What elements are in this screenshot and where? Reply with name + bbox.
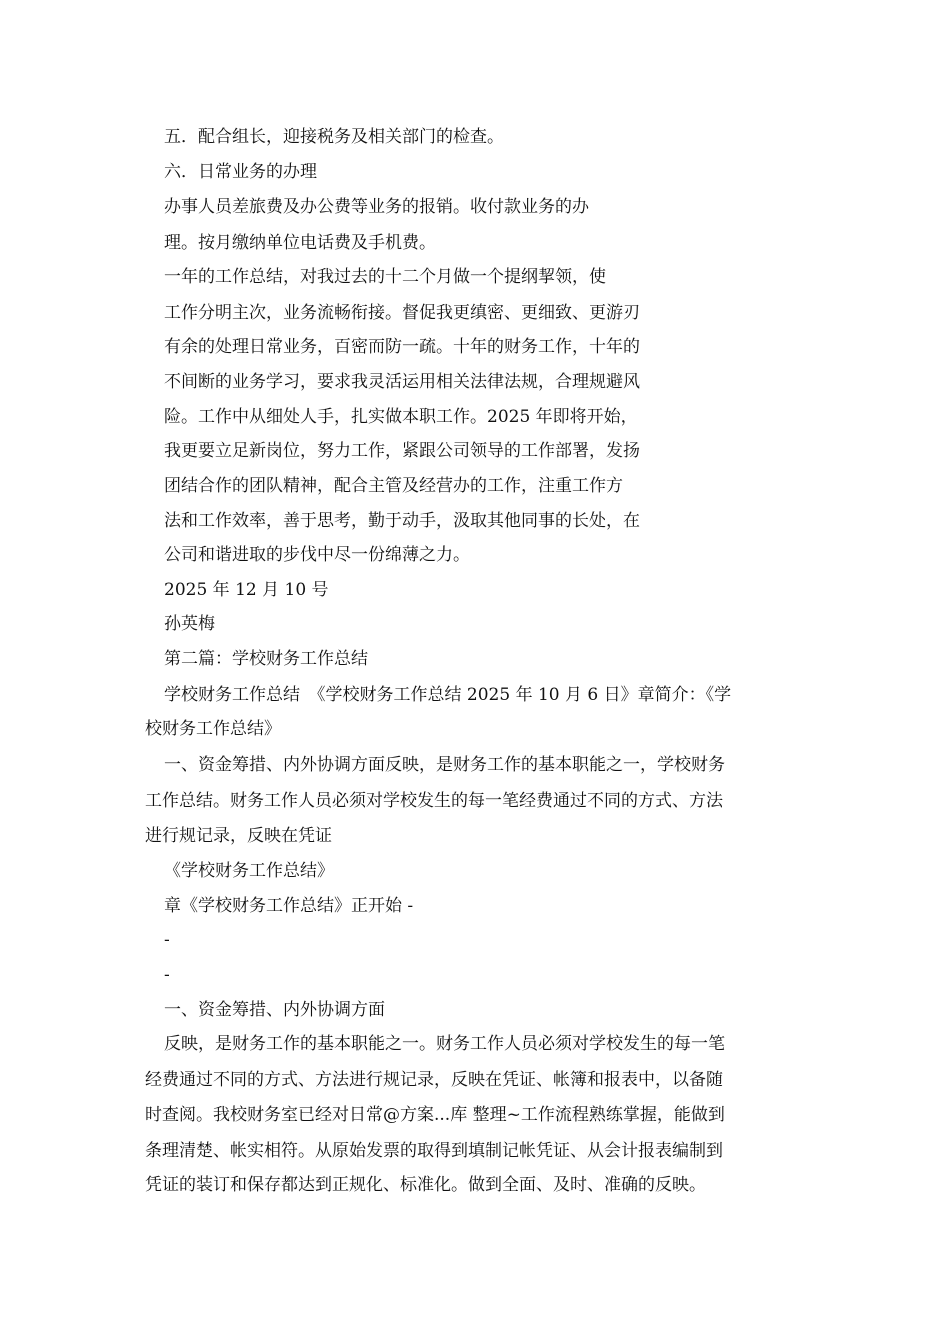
paragraph-line: 工作总结。财务工作人员必须对学校发生的每一笔经费通过不同的方式、方法 xyxy=(145,791,723,811)
paragraph-line: 团结合作的团队精神，配合主管及经营办的工作，注重工作方 xyxy=(164,476,623,496)
signature-date: 2025 年 12 月 10 号 xyxy=(164,580,329,600)
signature-name: 孙英梅 xyxy=(164,614,215,634)
paragraph-line: 反映，是财务工作的基本职能之一。财务工作人员必须对学校发生的每一笔 xyxy=(164,1034,725,1054)
paragraph-line: 办事人员差旅费及办公费等业务的报销。收付款业务的办 xyxy=(164,197,589,217)
item-six-heading: 六．日常业务的办理 xyxy=(164,162,317,182)
paragraph-line: 一、资金筹措、内外协调方面反映，是财务工作的基本职能之一，学校财务 xyxy=(164,755,725,775)
paragraph-line: 不间断的业务学习，要求我灵活运用相关法律法规，合理规避风 xyxy=(164,372,640,392)
dash-line: - xyxy=(164,965,170,985)
paragraph-line: 一年的工作总结，对我过去的十二个月做一个提纲挈领，使 xyxy=(164,267,606,287)
paragraph-line: 进行规记录，反映在凭证 xyxy=(145,826,332,846)
dash-line: - xyxy=(164,930,170,950)
item-five: 五．配合组长，迎接税务及相关部门的检查。 xyxy=(164,127,504,147)
paragraph-line: 法和工作效率，善于思考，勤于动手，汲取其他同事的长处，在 xyxy=(164,511,640,531)
paragraph-line: 工作分明主次，业务流畅衔接。督促我更缜密、更细致、更游刃 xyxy=(164,303,640,323)
paragraph-line: 时查阅。我校财务室已经对日常@方案...库 整理~工作流程熟练掌握，能做到 xyxy=(145,1105,725,1125)
paragraph-line: 险。工作中从细处人手，扎实做本职工作。2025 年即将开始， xyxy=(164,407,638,427)
paragraph-line: 我更要立足新岗位，努力工作，紧跟公司领导的工作部署，发扬 xyxy=(164,441,640,461)
paragraph-line: 公司和谐进取的步伐中尽一份绵薄之力。 xyxy=(164,545,470,565)
paragraph-line: 有余的处理日常业务，百密而防一疏。十年的财务工作，十年的 xyxy=(164,337,640,357)
paragraph-line: 条理清楚、帐实相符。从原始发票的取得到填制记帐凭证、从会计报表编制到 xyxy=(145,1141,723,1161)
subsection-heading: 一、资金筹措、内外协调方面 xyxy=(164,1000,385,1020)
section-heading: 第二篇：学校财务工作总结 xyxy=(164,649,368,669)
paragraph-line: 学校财务工作总结 《学校财务工作总结 2025 年 10 月 6 日》章简介：《学 xyxy=(164,685,732,705)
paragraph-line: 经费通过不同的方式、方法进行规记录，反映在凭证、帐簿和报表中，以备随 xyxy=(145,1070,723,1090)
paragraph-line: 《学校财务工作总结》 xyxy=(164,861,334,881)
paragraph-line: 校财务工作总结》 xyxy=(145,719,281,739)
paragraph-line: 凭证的装订和保存都达到正规化、标准化。做到全面、及时、准确的反映。 xyxy=(145,1175,706,1195)
paragraph-line: 章《学校财务工作总结》正开始 - xyxy=(164,896,414,916)
paragraph-line: 理。按月缴纳单位电话费及手机费。 xyxy=(164,233,436,253)
